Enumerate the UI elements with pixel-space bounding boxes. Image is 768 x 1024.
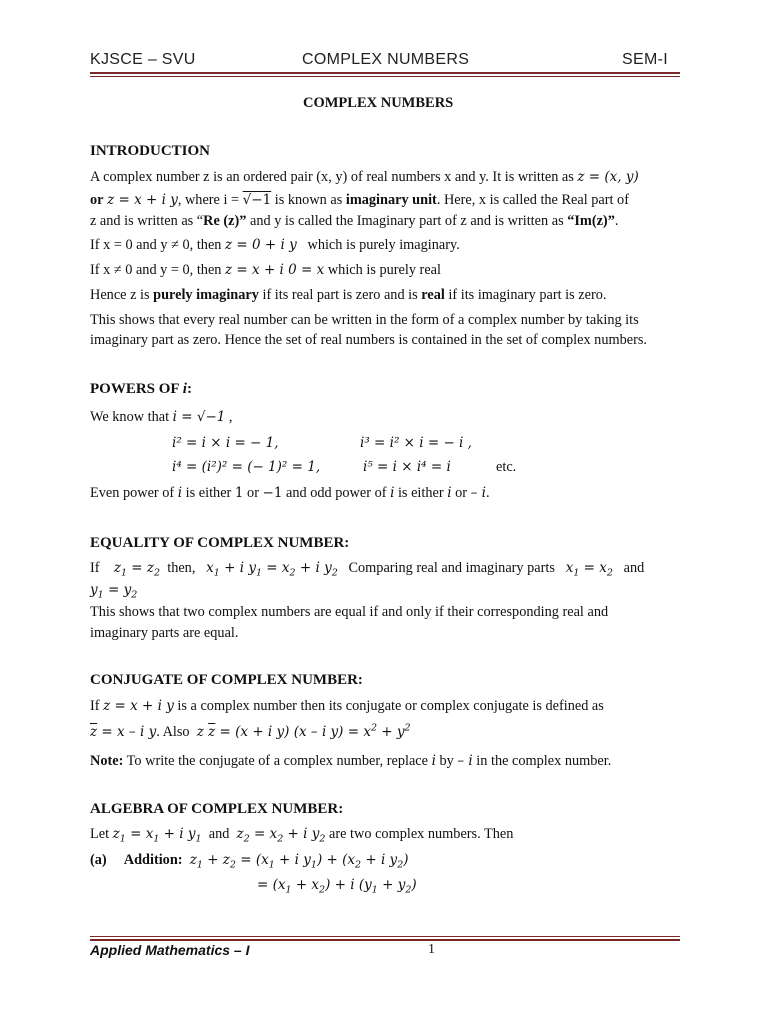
powers-line-4: Even power of i is either 1 or −1 and odd power of i is either i or – i. (90, 485, 490, 501)
conjugate-note: Note: To write the conjugate of a complex number, replace i by – i in the complex number. (90, 753, 612, 769)
powers-etc: etc. (496, 459, 517, 475)
header-right: SEM-I (622, 51, 668, 68)
powers-eq-i2: i² = i × i = − 1, (172, 435, 279, 451)
header-rule-top (90, 72, 680, 74)
intro-line-2: or z = x + i y, where i = √−1 is known as imaginary unit. Here, x is called the Real part of (90, 192, 629, 208)
header-left: KJSCE – SVU (90, 51, 196, 68)
footer-left: Applied Mathematics – I (90, 942, 250, 958)
equality-heading: EQUALITY OF COMPLEX NUMBER: (90, 535, 350, 551)
conjugate-line-1: If z = x + i y is a complex number then its conjugate or complex conjugate is defined as (90, 698, 604, 714)
intro-heading: INTRODUCTION (90, 143, 211, 159)
intro-line-3: z and is written as “Re (z)” and y is called the Imaginary part of z and is written as “Im(z)”. (90, 213, 619, 229)
powers-eq-i5: i⁵ = i × i⁴ = i (363, 459, 451, 475)
algebra-line-1: Let $z_1 = x_1 + i$ $y_1$ and $z_2 = x_2 + i$ $y_2$ are two complex numbers. Then (90, 826, 514, 845)
equality-line-3: This shows that two complex numbers are equal if and only if their corresponding real and (90, 604, 609, 620)
intro-line-6: Hence z is purely imaginary if its real part is zero and is real if its imaginary part is zero. (90, 287, 607, 303)
algebra-heading: ALGEBRA OF COMPLEX NUMBER: (90, 801, 344, 817)
footer-rule-top (90, 936, 680, 937)
powers-eq-i3: i³ = i² × i = − i , (360, 435, 472, 451)
intro-line-4: If x = 0 and y ≠ 0, then z = 0 + i y which is purely imaginary. (90, 237, 460, 253)
document-title: COMPLEX NUMBERS (303, 95, 454, 111)
footer-rule-bottom (90, 939, 680, 941)
conjugate-line-2: $\overline{z} = x - i$ y. Also z $\overline{z} = (x + i$ y) (x – i $y) = x^2 + y^2$ (90, 722, 411, 740)
equality-line-1: If $z_1 = z_2$ then, $x_1 + i$ $y_1 = x_2 + i$ $y_2$ Comparing real and imaginary parts $x_1 = x_2$ and (90, 560, 645, 579)
intro-line-1: A complex number z is an ordered pair (x, y) of real numbers x and y. It is written as z = (x, y) (90, 169, 639, 185)
header-rule-bottom (90, 76, 680, 77)
algebra-addition-line-1: (a) Addition: $z_1 + z_2 = (x_1 + i$ $y_1) + (x_2 + i$ $y_2$) (90, 852, 409, 871)
intro-line-7: This shows that every real number can be written in the form of a complex number by taking its (90, 312, 639, 328)
powers-heading: POWERS OF i: (90, 381, 192, 397)
intro-line-8: imaginary part as zero. Hence the set of real numbers is contained in the set of complex numbers. (90, 332, 647, 348)
header-center: COMPLEX NUMBERS (302, 51, 470, 68)
conjugate-heading: CONJUGATE OF COMPLEX NUMBER: (90, 672, 363, 688)
page-number: 1 (428, 942, 435, 957)
intro-line-5: If x ≠ 0 and y = 0, then z = x + i 0 = x which is purely real (90, 262, 441, 278)
powers-eq-i4: i⁴ = (i²)² = (− 1)² = 1, (172, 459, 321, 475)
algebra-addition-line-2: = $(x_1 + x_2) + i$ $(y_1 + y_2)$ (257, 877, 417, 896)
equality-line-2: $y_1 = y_2$ (90, 582, 138, 601)
powers-line-1: We know that i = √−1 , (90, 409, 233, 425)
equality-line-4: imaginary parts are equal. (90, 625, 239, 641)
